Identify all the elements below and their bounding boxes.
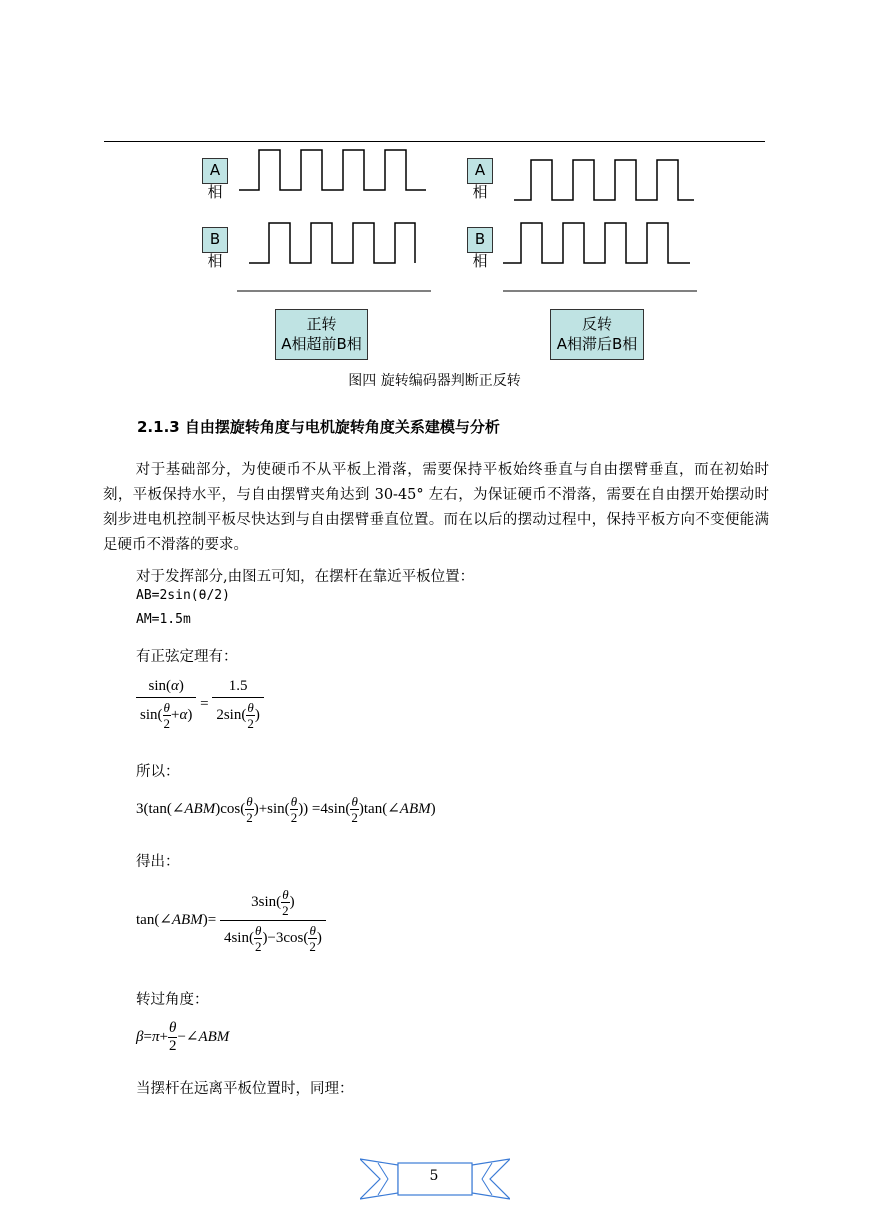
section-heading: 2.1.3 自由摆旋转角度与电机旋转角度关系建模与分析 (137, 418, 500, 436)
forward-phase-b-label: B相 (202, 227, 228, 253)
forward-phase-a-wave (239, 150, 426, 190)
forward-phase-a-label: A相 (202, 158, 228, 184)
reverse-phase-a-label: A相 (467, 158, 493, 184)
equation-tan-relation: 3(tan(∠ABM)cos( $\frac{\theta}{2}$ )+sin( $\frac{\theta}{2}$ )) =4sin( $\frac{\theta}{2}$ )tan(∠ABM) (136, 794, 436, 825)
reverse-title: 反转 (581, 315, 612, 333)
sine-law-intro: 有正弦定理有： (136, 649, 238, 665)
angle-text: 转过角度： (136, 992, 209, 1008)
equation-am: AM=1.5m (136, 612, 191, 627)
paragraph-basic-text: 对于基础部分，为使硬币不从平板上滑落，需要保持平板始终垂直与自由摆臂垂直，而在初始时刻，平板保持水平，与自由摆臂夹角达到 30-45° 左右，为保证硬币不滑落，需要在自由摆开始摆动时刻步进电机控制平板尽快达到与自由摆臂垂直位置。而在以后的摆动过程中，保持平板方向不变便能满足硬币不滑落的要求。 (103, 462, 769, 553)
far-position-text: 当摆杆在远离平板位置时，同理： (136, 1081, 354, 1097)
paragraph-extended: 对于发挥部分,由图五可知，在摆杆在靠近平板位置： (136, 569, 475, 585)
paragraph-basic (103, 458, 769, 558)
forward-title: 正转 (306, 315, 337, 333)
forward-rotation-box (275, 309, 368, 360)
derive-text: 得出： (136, 854, 180, 870)
equation-beta: β=π+ $\frac{\theta}{2}$ −∠ABM (136, 1020, 230, 1054)
forward-phase-b-wave (249, 223, 415, 263)
equation-tan-abm: tan(∠ABM)= 3sin( $\frac{\theta}{2}$ ) 4sin( $\frac{\theta}{2}$ )−3cos( $\frac{\theta}{2}$ ) (136, 887, 326, 954)
so-text: 所以： (136, 764, 180, 780)
reverse-rotation-box (550, 309, 644, 360)
equation-sine-law: sin(α) sin( $\frac{\theta}{2}$ +α) = 1.5 2sin( $\frac{\theta}{2}$ ) (136, 678, 264, 731)
equation-ab: AB=2sin(θ/2) (136, 588, 230, 603)
reverse-phase-b-wave (503, 223, 690, 263)
reverse-phase-a-wave (514, 160, 694, 200)
encoder-waveform-diagram (0, 0, 869, 400)
page-number: 5 (429, 1168, 439, 1184)
reverse-phase-b-label: B相 (467, 227, 493, 253)
forward-desc: A相超前B相 (281, 335, 362, 353)
figure-caption: 图四 旋转编码器判断正反转 (348, 373, 521, 389)
reverse-desc: A相滞后B相 (556, 335, 638, 353)
